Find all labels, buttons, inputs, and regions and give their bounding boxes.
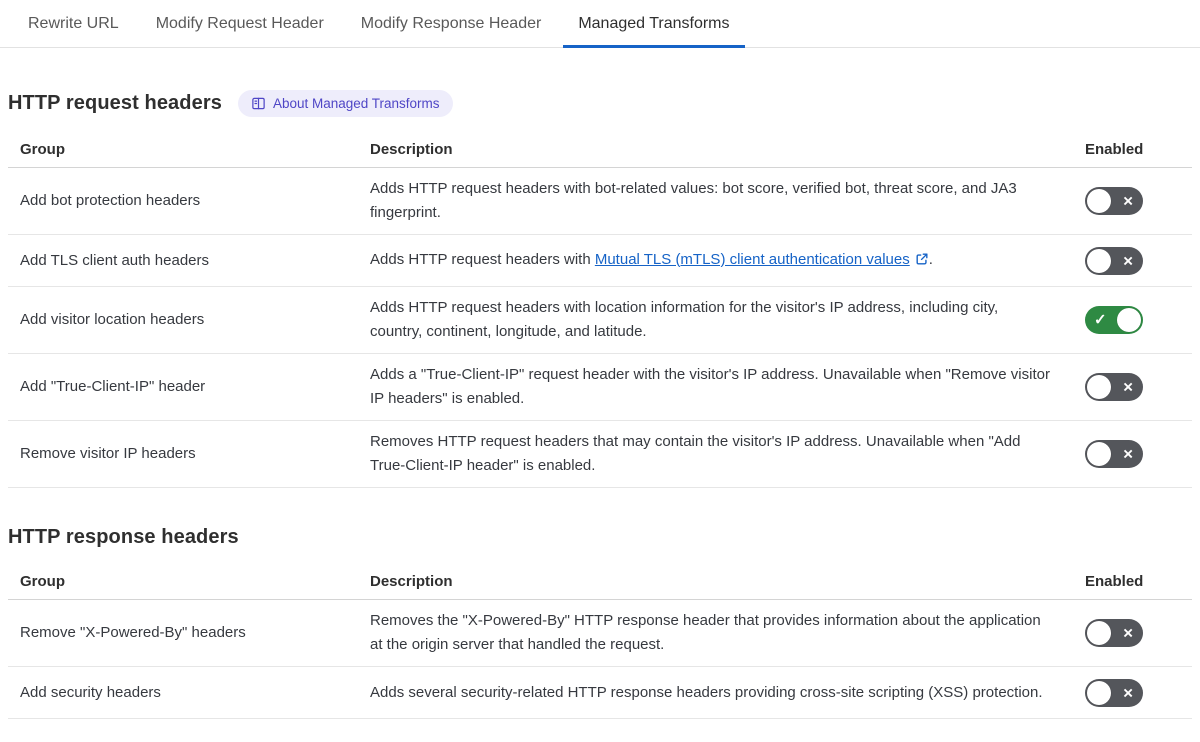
- description-cell: Adds a "True-Client-IP" request header with the visitor's IP address. Unavailable when "Remove visitor IP headers" is enabled.: [370, 366, 1050, 407]
- group-cell: Add "True-Client-IP" header: [20, 378, 206, 395]
- column-header-enabled: Enabled: [1085, 141, 1144, 158]
- description-cell: Removes the "X-Powered-By" HTTP response header that provides information about the application at the origin server that handled the request.: [370, 612, 1041, 653]
- group-cell: Add security headers: [20, 683, 161, 701]
- mtls-link[interactable]: Mutual TLS (mTLS) client authentication values: [594, 250, 910, 268]
- cross-icon: ×: [1123, 623, 1133, 643]
- group-cell: Remove visitor IP headers: [20, 445, 196, 462]
- description-cell: [370, 239, 1085, 283]
- table-header-row: [8, 565, 1192, 600]
- group-cell: Add visitor location headers: [20, 311, 205, 328]
- enabled-toggle[interactable]: [1085, 187, 1143, 215]
- response-section-title: HTTP response headers: [8, 526, 239, 548]
- tab-bar: [0, 0, 1200, 48]
- column-header-enabled: Enabled: [1085, 573, 1144, 590]
- group-cell: Add TLS client auth headers: [20, 251, 210, 269]
- description-text: Adds HTTP request headers with: [370, 250, 595, 268]
- enabled-toggle[interactable]: [1085, 247, 1143, 275]
- toggle-knob: [1087, 189, 1111, 213]
- tab-managed-transforms[interactable]: Managed Transforms: [563, 0, 744, 48]
- column-header-description: Description: [370, 573, 453, 590]
- cross-icon: ×: [1123, 251, 1133, 270]
- tab-modify-request-header[interactable]: Modify Request Header: [155, 15, 324, 32]
- request-headers-table: [8, 133, 1192, 488]
- book-icon: [251, 96, 266, 111]
- check-icon: ✓: [1094, 311, 1107, 329]
- request-section-title: HTTP request headers: [8, 92, 222, 114]
- enabled-toggle[interactable]: [1085, 679, 1143, 707]
- description-cell: Adds HTTP request headers with location information for the visitor's IP address, including city, country, continent, longitude, and latitude.: [370, 299, 999, 340]
- column-header-group: Group: [20, 573, 65, 590]
- description-cell: Adds HTTP request headers with bot-related values: bot score, verified bot, threat score, and JA3 fingerprint.: [370, 180, 1017, 221]
- table-row: [8, 168, 1192, 235]
- request-section-header: [8, 90, 1192, 117]
- toggle-knob: [1087, 249, 1111, 273]
- description-cell: Removes HTTP request headers that may contain the visitor's IP address. Unavailable when "Add True-Client-IP header" is enabled.: [370, 433, 1021, 474]
- group-cell: Add bot protection headers: [20, 192, 201, 209]
- column-header-description: Description: [370, 141, 453, 158]
- toggle-knob: [1117, 308, 1141, 332]
- description-cell: Adds several security-related HTTP response headers providing cross-site scripting (XSS) protection.: [370, 683, 1043, 701]
- tab-modify-response-header[interactable]: Modify Response Header: [360, 15, 542, 32]
- table-row: [8, 421, 1192, 488]
- cross-icon: ×: [1123, 444, 1133, 464]
- cross-icon: ×: [1123, 377, 1133, 397]
- response-headers-table: [8, 565, 1192, 719]
- enabled-toggle[interactable]: [1085, 619, 1143, 647]
- toggle-knob: [1087, 442, 1111, 466]
- toggle-knob: [1087, 681, 1111, 705]
- badge-label: About Managed Transforms: [272, 96, 440, 111]
- cross-icon: ×: [1123, 683, 1133, 702]
- table-row: [8, 287, 1192, 354]
- description-text: .: [928, 250, 933, 268]
- toggle-knob: [1087, 375, 1111, 399]
- table-row: [8, 667, 1192, 719]
- tab-rewrite-url[interactable]: Rewrite URL: [28, 15, 119, 32]
- response-section-header: [8, 526, 1192, 549]
- table-row: [8, 235, 1192, 287]
- about-managed-transforms-badge[interactable]: [238, 90, 453, 117]
- cross-icon: ×: [1123, 191, 1133, 211]
- enabled-toggle[interactable]: [1085, 440, 1143, 468]
- table-header-row: [8, 133, 1192, 168]
- external-link-icon[interactable]: [915, 250, 929, 274]
- toggle-knob: [1087, 621, 1111, 645]
- table-row: [8, 354, 1192, 421]
- group-cell: Remove "X-Powered-By" headers: [20, 624, 246, 641]
- table-row: [8, 600, 1192, 667]
- column-header-group: Group: [20, 141, 65, 158]
- enabled-toggle[interactable]: [1085, 373, 1143, 401]
- enabled-toggle[interactable]: [1085, 306, 1143, 334]
